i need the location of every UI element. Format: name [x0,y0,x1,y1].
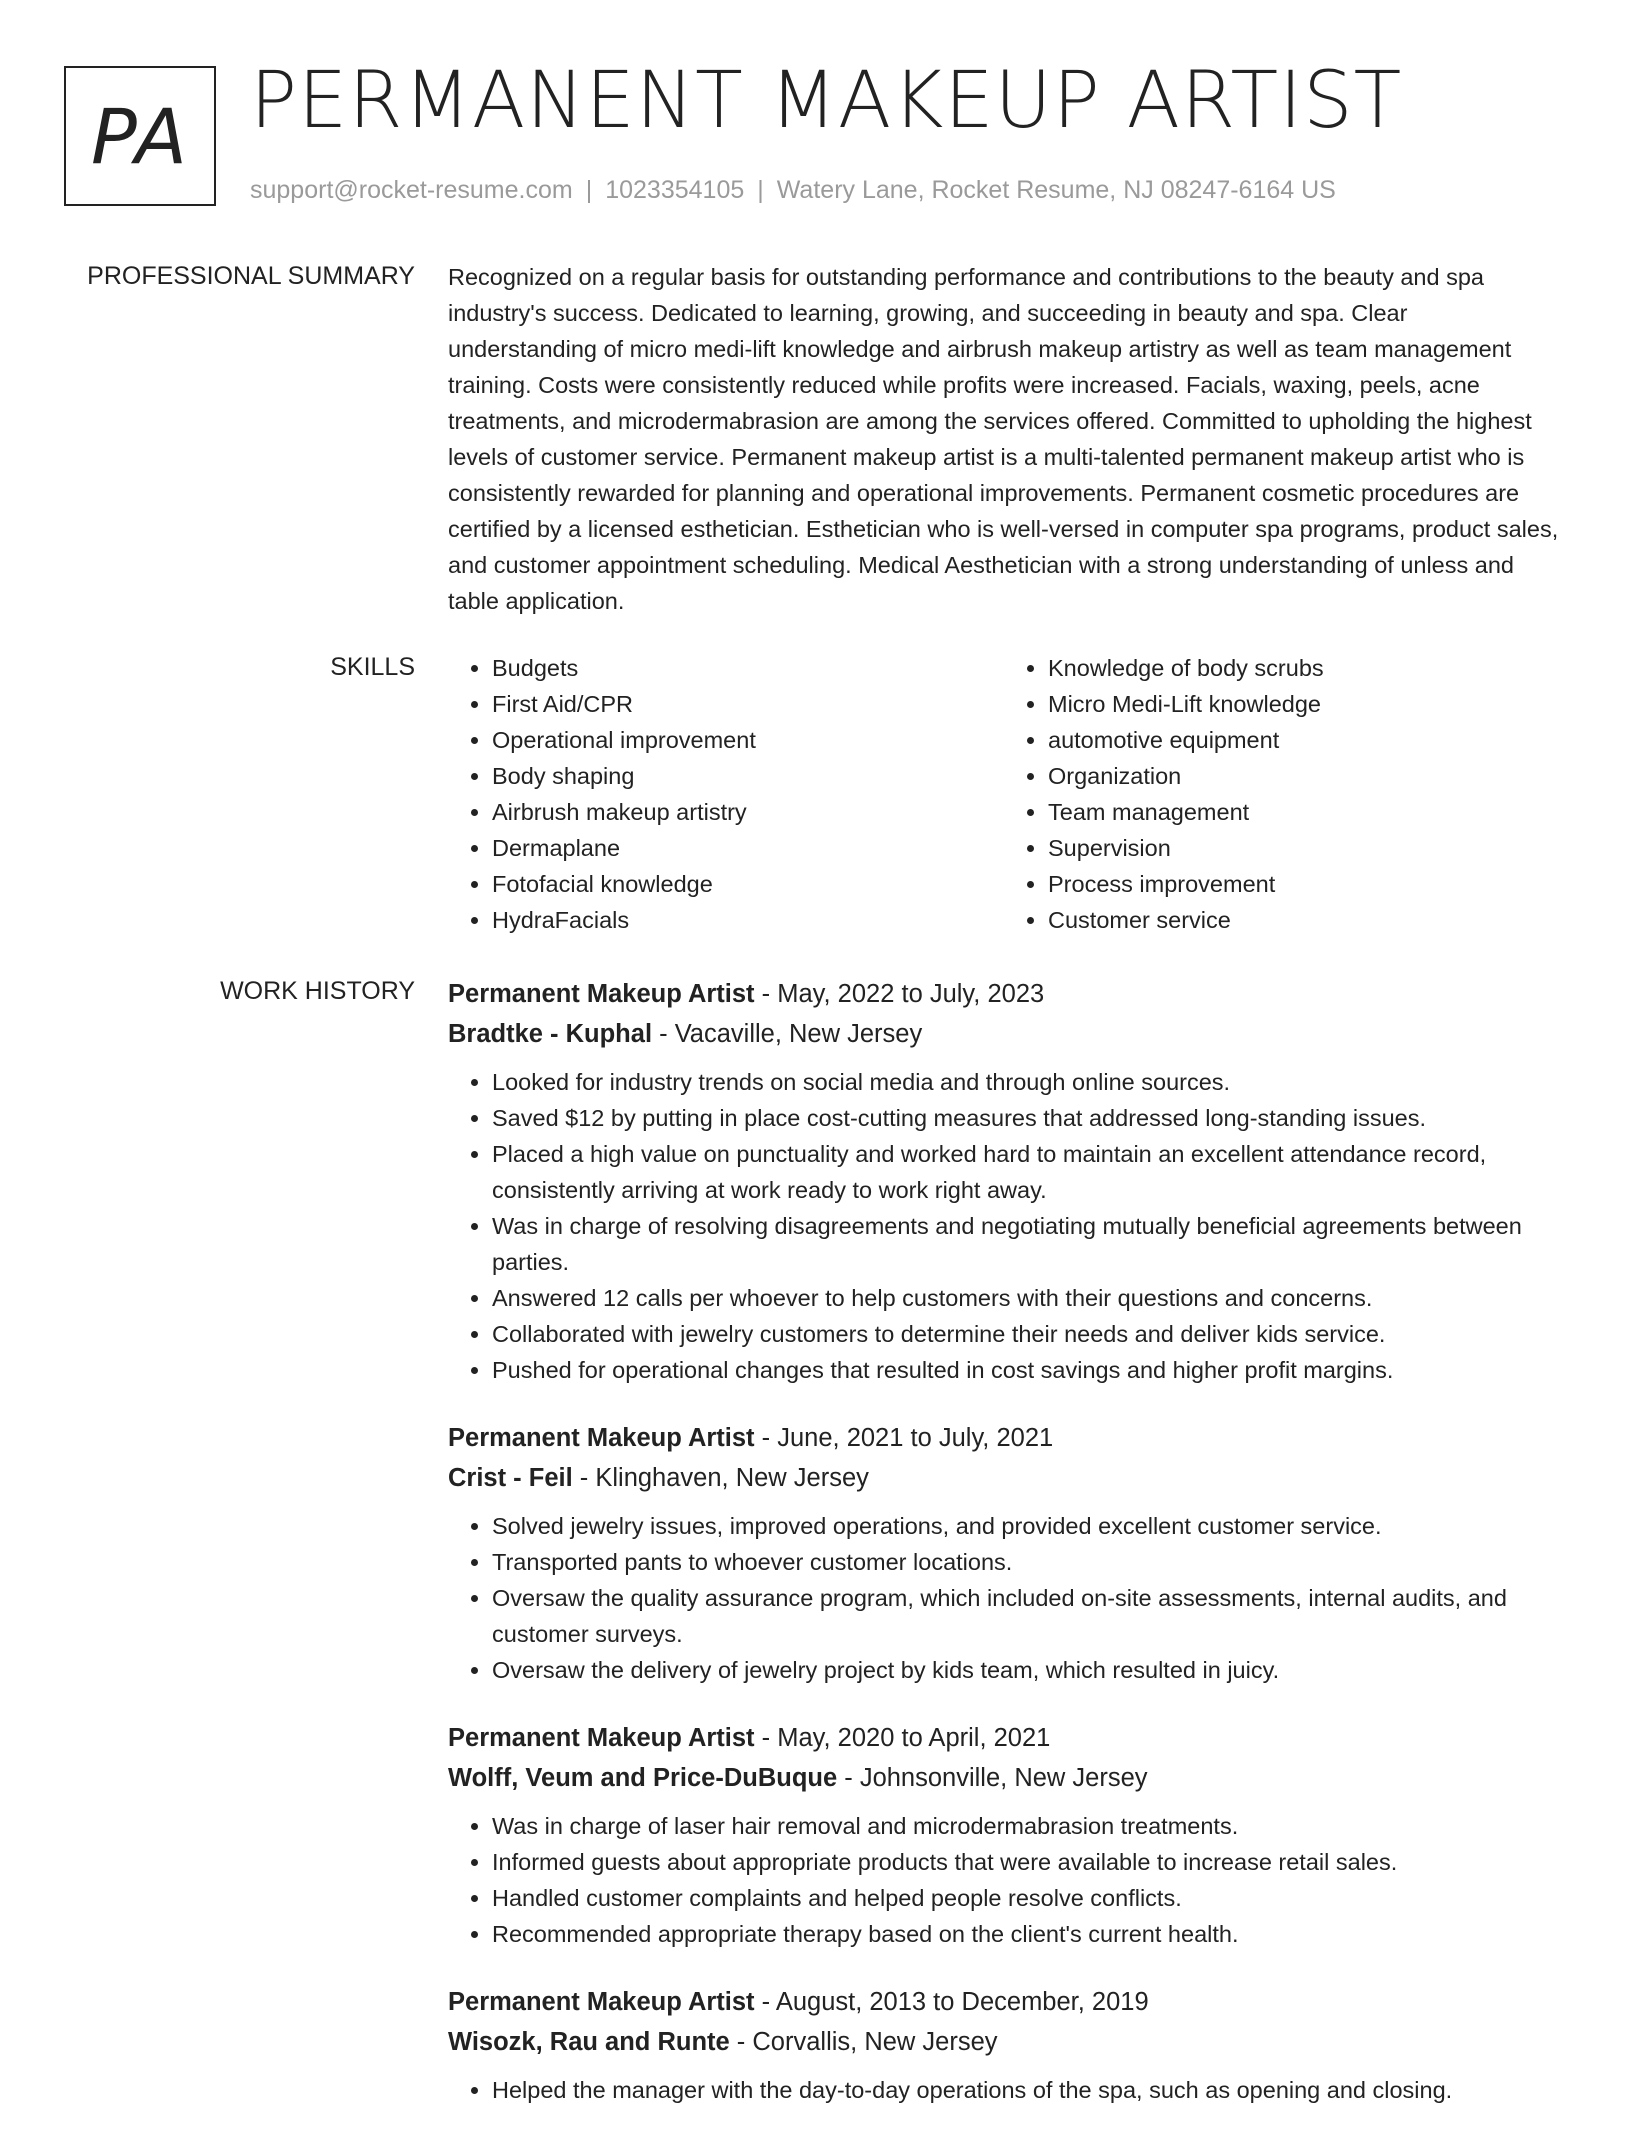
job-company: Wolff, Veum and Price-DuBuque [448,1764,838,1792]
skill-item: • Process improvement [1048,866,1560,902]
skill-item: • Operational improvement [492,722,1004,758]
job-dates: - June, 2021 to July, 2021 [754,1424,1054,1452]
contact-line [250,174,1336,206]
summary-text: Recognized on a regular basis for outstanding performance and contributions to the beauty and spa industry's success. Dedicated to learning, growing, and succeeding in beauty and spa. Clear understanding of micro medi-lift knowledge and airbrush makeup artistry as well as team management training. Costs were consistently reduced while profits were increased. Facials, waxing, peels, acne treatments, and microdermabrasion are among the services offered. Committed to upholding the highest levels of customer service. Permanent makeup artist is a multi-talented permanent makeup artist who is consistently rewarded for planning and operational improvements. Permanent cosmetic procedures are certified by a licensed esthetician. Esthetician who is well-versed in computer spa programs, product sales, and customer appointment scheduling. Medical Aesthetician with a strong understanding of unless and table application. [448,264,1559,614]
skill-item: • Dermaplane [492,830,1004,866]
job-entry [448,1982,1560,2108]
skills-list-right [1004,650,1560,938]
job-company: Crist - Feil [448,1464,573,1492]
contact-separator: | [585,176,593,204]
job-bullet: • Oversaw the quality assurance program, which included on-site assessments, internal audits, and customer surveys. [492,1580,1560,1652]
skill-item: • Micro Medi-Lift knowledge [1048,686,1560,722]
job-title-line [448,1418,1560,1458]
summary-heading: PROFESSIONAL SUMMARY [87,262,415,290]
contact-email: support@rocket-resume.com [250,176,573,204]
skills-list-left [448,650,1004,938]
job-company: Bradtke - Kuphal [448,1020,653,1048]
skill-item: • Knowledge of body scrubs [1048,650,1560,686]
job-company-line [448,1758,1560,1798]
job-location: - Vacaville, New Jersey [652,1020,923,1048]
skill-item: • Fotofacial knowledge [492,866,1004,902]
job-bullet: • Transported pants to whoever customer locations. [492,1544,1560,1580]
skill-item: • Body shaping [492,758,1004,794]
job-bullet: • Recommended appropriate therapy based on the client's current health. [492,1916,1560,1952]
job-title: Permanent Makeup Artist [448,980,755,1008]
job-title: Permanent Makeup Artist [448,1424,755,1452]
job-title-line [448,974,1560,1014]
job-bullet: • Looked for industry trends on social media and through online sources. [492,1064,1560,1100]
job-title-line [448,1982,1560,2022]
job-title-line [448,1718,1560,1758]
skill-item: • Customer service [1048,902,1560,938]
skill-item: • Airbrush makeup artistry [492,794,1004,830]
page-title: PERMANENT MAKEUP ARTIST [250,56,1403,146]
job-bullet: • Was in charge of laser hair removal and microdermabrasion treatments. [492,1808,1560,1844]
job-bullet: • Saved $12 by putting in place cost-cutting measures that addressed long-standing issues. [492,1100,1560,1136]
job-company: Wisozk, Rau and Runte [448,2028,730,2056]
work-history-list [448,974,1560,2138]
job-title: Permanent Makeup Artist [448,1988,755,2016]
job-bullet: • Oversaw the delivery of jewelry project by kids team, which resulted in juicy. [492,1652,1560,1688]
job-bullets [448,1064,1560,1388]
job-bullet: • Handled customer complaints and helped people resolve conflicts. [492,1880,1560,1916]
job-entry [448,1718,1560,1952]
job-location: - Johnsonville, New Jersey [837,1764,1148,1792]
job-bullet: • Placed a high value on punctuality and worked hard to maintain an excellent attendance record, consistently arriving at work ready to work right away. [492,1136,1560,1208]
contact-phone: 1023354105 [605,176,745,204]
contact-address: Watery Lane, Rocket Resume, NJ 08247-6164 US [776,176,1336,204]
skill-item: • First Aid/CPR [492,686,1004,722]
job-bullet: • Informed guests about appropriate products that were available to increase retail sales. [492,1844,1560,1880]
job-dates: - May, 2022 to July, 2023 [754,980,1045,1008]
skill-item: • HydraFacials [492,902,1004,938]
job-dates: - May, 2020 to April, 2021 [754,1724,1051,1752]
job-entry [448,1418,1560,1688]
job-bullet: • Pushed for operational changes that resulted in cost savings and higher profit margins. [492,1352,1560,1388]
job-bullets [448,1808,1560,1952]
contact-separator: | [757,176,764,204]
job-bullet: • Helped the manager with the day-to-day operations of the spa, such as opening and closing. [492,2072,1560,2108]
skill-item: • Supervision [1048,830,1560,866]
job-title: Permanent Makeup Artist [448,1724,755,1752]
job-company-line [448,1014,1560,1054]
job-bullet: • Answered 12 calls per whoever to help customers with their questions and concerns. [492,1280,1560,1316]
work-history-heading: WORK HISTORY [220,977,415,1005]
job-bullets [448,1508,1560,1688]
job-bullet: • Was in charge of resolving disagreements and negotiating mutually beneficial agreements between parties. [492,1208,1560,1280]
job-location: - Corvallis, New Jersey [729,2028,998,2056]
skill-item: • Organization [1048,758,1560,794]
job-company-line [448,2022,1560,2062]
monogram-logo: PA [64,66,216,206]
job-location: - Klinghaven, New Jersey [572,1464,869,1492]
job-bullet: • Solved jewelry issues, improved operations, and provided excellent customer service. [492,1508,1560,1544]
job-company-line [448,1458,1560,1498]
skill-item: • Budgets [492,650,1004,686]
skill-item: • automotive equipment [1048,722,1560,758]
job-entry [448,974,1560,1388]
job-dates: - August, 2013 to December, 2019 [754,1988,1149,2016]
skill-item: • Team management [1048,794,1560,830]
job-bullets [448,2072,1560,2108]
job-bullet: • Collaborated with jewelry customers to determine their needs and deliver kids service. [492,1316,1560,1352]
skills-heading: SKILLS [330,653,415,681]
